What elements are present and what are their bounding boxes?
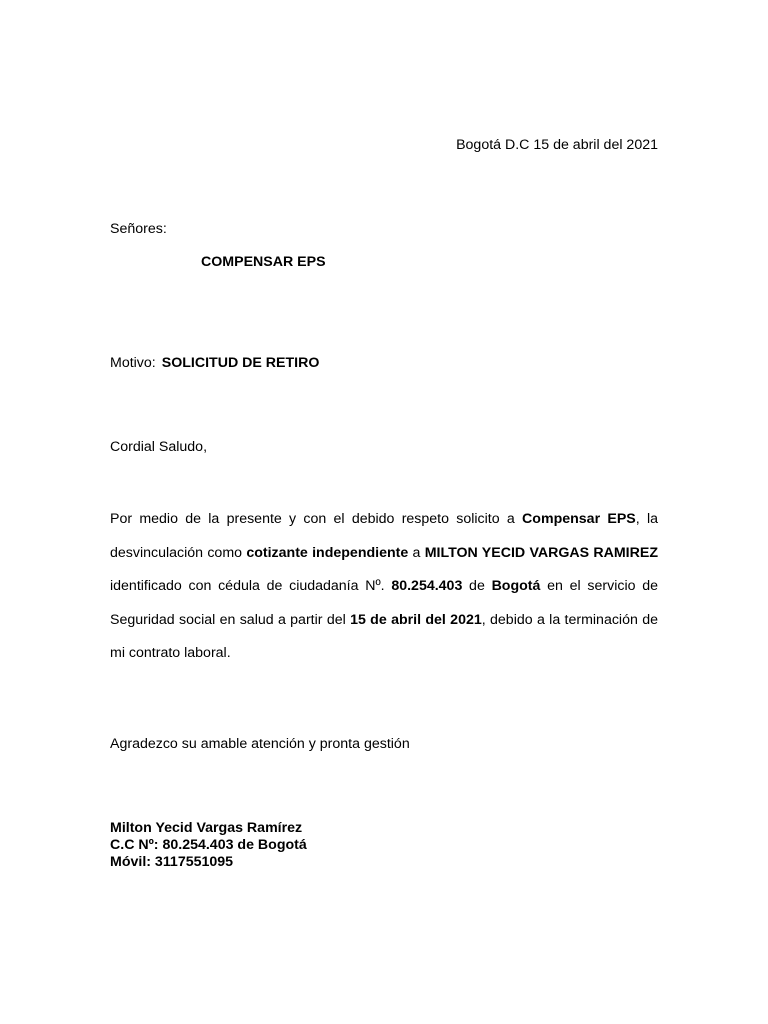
signature-block bbox=[110, 820, 307, 871]
recipient-name: COMPENSAR EPS bbox=[201, 254, 326, 270]
body-date: 15 de abril del 2021 bbox=[350, 611, 482, 628]
body-text-3: a bbox=[408, 544, 425, 561]
greeting: Cordial Saludo, bbox=[110, 439, 208, 455]
body-text-5: de bbox=[462, 578, 492, 594]
closing-line: Agradezco su amable atención y pronta gestión bbox=[110, 736, 410, 752]
body-paragraph bbox=[110, 503, 658, 671]
letter-date: Bogotá D.C 15 de abril del 2021 bbox=[456, 137, 658, 153]
subject-label: Motivo: bbox=[110, 355, 156, 371]
subject-value: SOLICITUD DE RETIRO bbox=[161, 355, 320, 371]
body-role: cotizante independiente bbox=[246, 544, 409, 561]
body-text-2: , la desvinculación como bbox=[110, 511, 658, 561]
subject-line bbox=[110, 355, 319, 371]
signature-id: C.C Nº: 80.254.403 de Bogotá bbox=[110, 837, 307, 853]
body-text-1: Por medio de la presente y con el debido respeto solicito a bbox=[110, 511, 523, 527]
body-id-number: 80.254.403 bbox=[391, 578, 463, 594]
salutation-header: Señores: bbox=[110, 221, 167, 237]
body-city: Bogotá bbox=[491, 578, 541, 594]
signature-name: Milton Yecid Vargas Ramírez bbox=[110, 820, 303, 836]
body-text-7: , debido a la terminación de mi contrato laboral. bbox=[110, 611, 658, 661]
body-company: Compensar EPS bbox=[522, 511, 636, 527]
signature-phone: Móvil: 3117551095 bbox=[110, 854, 234, 870]
body-text-4: identificado con cédula de ciudadanía Nº. bbox=[110, 578, 392, 594]
body-person: MILTON YECID VARGAS RAMIREZ bbox=[424, 544, 658, 561]
body-text-6: en el servicio de Seguridad social en salud a partir del bbox=[110, 578, 658, 628]
